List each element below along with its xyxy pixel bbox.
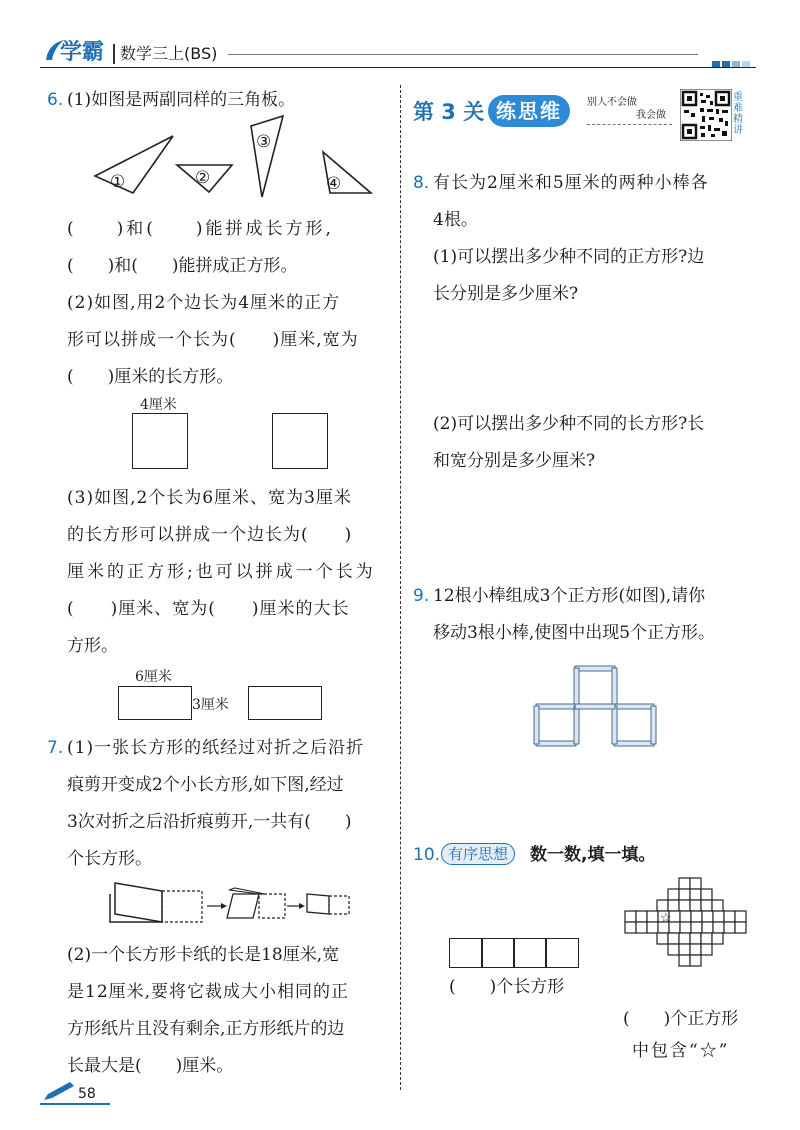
triangle-label-2: ② — [195, 168, 211, 188]
q7-part2-line3: 方形纸片且没有剩余,正方形纸片的边 — [67, 1019, 345, 1039]
q9-line2: 移动3根小棒,使图中出现5个正方形。 — [433, 623, 716, 643]
column-divider — [400, 85, 401, 1090]
q10-answer-2-line2: 中包含“☆” — [632, 1041, 730, 1061]
q6-part3-line4: ( )厘米、宽为( )厘米的大长 — [67, 599, 350, 619]
rectangle-width-label: 3厘米 — [192, 697, 229, 713]
q8-line2: 4根。 — [433, 210, 478, 230]
q7-part2-line2: 是12厘米,要将它裁成大小相同的正 — [67, 982, 350, 1002]
header-rule — [228, 54, 698, 55]
triangle-label-1: ① — [110, 172, 126, 192]
header-decor-blocks — [712, 52, 750, 71]
brand-logo: 学霸 — [60, 40, 105, 65]
square-dimension-label: 4厘米 — [140, 397, 177, 413]
q7-part1-line3: 3次对折之后沿折痕剪开,一共有( ) — [67, 812, 352, 832]
q8-number: 8. — [413, 173, 430, 193]
q7-part1-line2: 痕剪开变成2个小长方形,如下图,经过 — [67, 775, 344, 795]
footer-rule — [40, 1103, 110, 1105]
q8-line1: 有长为2厘米和5厘米的两种小棒各 — [433, 173, 709, 193]
header-line — [40, 67, 756, 68]
q10-title: 数一数,填一填。 — [530, 845, 656, 865]
q6-part2-line3: ( )厘米的长方形。 — [67, 367, 234, 387]
q6-part3-line1: (3)如图,2个长为6厘米、宽为3厘米 — [67, 488, 352, 508]
q6-part2-line2: 形可以拼成一个长为( )厘米,宽为 — [67, 330, 359, 350]
q8-part1-line1: (1)可以摆出多少种不同的正方形?边 — [433, 247, 705, 267]
matchstick-figure — [530, 664, 665, 748]
q7-part2-line1: (2)一个长方形卡纸的长是18厘米,宽 — [67, 945, 340, 965]
banner-note-1: 别人不会做 — [587, 97, 637, 108]
banner-note-2: 我会做 — [636, 110, 666, 121]
header — [0, 0, 800, 80]
square-figure-2 — [272, 413, 328, 469]
square-grid-figure — [624, 877, 756, 977]
paper-folding-diagram — [105, 878, 360, 930]
q10-answer-2-line1: ( )个正方形 — [623, 1009, 739, 1029]
rectangle-figure-1 — [118, 686, 192, 720]
triangle-label-4: ④ — [326, 174, 342, 194]
q9-line1: 12根小棒组成3个正方形(如图),请你 — [433, 586, 706, 606]
q7-part1-line1: (1)一张长方形的纸经过对折之后沿折 — [67, 738, 365, 758]
level-label: 第 3 关 — [413, 100, 485, 124]
rectangle-length-label: 6厘米 — [135, 669, 172, 685]
q6-part3-line2: 的长方形可以拼成一个边长为( ) — [67, 525, 353, 545]
rectangle-strip — [449, 938, 579, 968]
header-separator — [113, 44, 115, 64]
q6-part1-intro: (1)如图是两副同样的三角板。 — [67, 90, 296, 110]
banner-dashed-line — [587, 124, 672, 125]
q10-tag-label: 有序思想 — [441, 843, 515, 865]
rectangle-figure-2 — [248, 686, 322, 720]
q8-part1-line2: 长分别是多少厘米? — [433, 284, 579, 304]
square-figure-1 — [132, 413, 188, 469]
triangle-3 — [251, 116, 283, 197]
q6-part1-blank2: ( )和( )能拼成正方形。 — [67, 256, 298, 276]
q10-tag — [441, 843, 515, 865]
q6-number: 6. — [47, 90, 64, 110]
q6-part3-line3: 厘米的正方形;也可以拼成一个长为 — [67, 562, 376, 582]
q7-part2-line4: 长最大是( )厘米。 — [67, 1056, 234, 1076]
qr-label: 重难精讲 — [733, 92, 743, 136]
triangle-1 — [95, 136, 173, 193]
q10-answer-1: ( )个长方形 — [449, 977, 565, 997]
book-title: 数学三上(BS) — [120, 44, 218, 63]
page-number: 58 — [78, 1086, 96, 1102]
q6-part1-blank1: ( )和( )能拼成长方形, — [67, 219, 334, 239]
q10-number: 10. — [413, 845, 441, 865]
q7-number: 7. — [47, 738, 64, 758]
grid-star-mark: ☆ — [660, 911, 672, 926]
q8-part2-line2: 和宽分别是多少厘米? — [433, 451, 596, 471]
banner-title: 练思维 — [496, 99, 562, 123]
q6-part3-line5: 方形。 — [67, 636, 118, 656]
q7-part1-line4: 个长方形。 — [67, 849, 152, 869]
q9-number: 9. — [413, 586, 430, 606]
pen-icon — [42, 1080, 76, 1102]
q8-part2-line1: (2)可以摆出多少种不同的长方形?长 — [433, 414, 705, 434]
qr-code-icon[interactable] — [680, 89, 732, 141]
q6-part2-line1: (2)如图,用2个边长为4厘米的正方 — [67, 293, 341, 313]
banner-title-badge — [488, 95, 570, 127]
triangle-label-3: ③ — [256, 132, 272, 152]
